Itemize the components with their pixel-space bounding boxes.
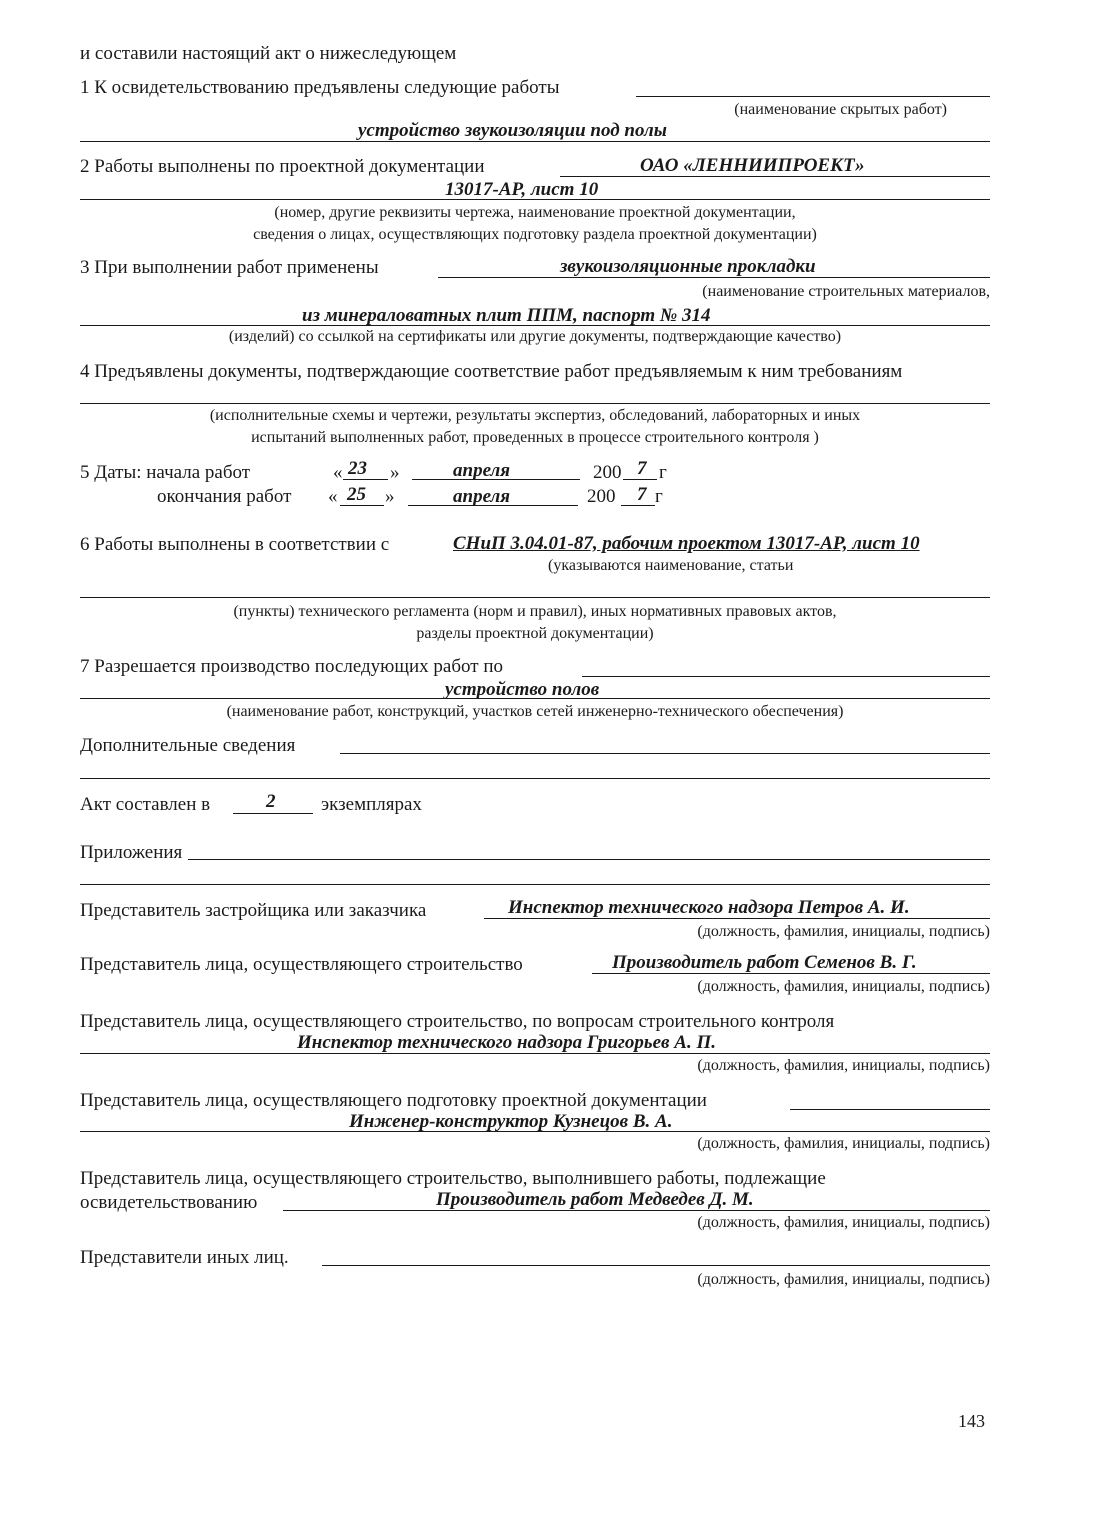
rep5-value: Производитель работ Медведев Д. М. [436, 1189, 754, 1210]
s5-end-year-prefix: 200 [587, 486, 616, 507]
s3-value1: звукоизоляционные прокладки [560, 256, 816, 277]
s5-end-year-line [621, 505, 655, 506]
rep1-caption: (должность, фамилия, инициалы, подпись) [697, 923, 990, 940]
s1-fill-line [636, 96, 990, 97]
s2-value1: ОАО «ЛЕННИИПРОЕКТ» [640, 155, 865, 176]
rep5-label1: Представитель лица, осуществляющего строительство, выполнившего работы, подлежащие [80, 1168, 826, 1189]
s1-label: 1 К освидетельствованию предъявлены следующие работы [80, 77, 560, 98]
additional-line2 [80, 778, 990, 779]
s7-line1 [582, 676, 990, 677]
s3-label: 3 При выполнении работ применены [80, 257, 379, 278]
s5-start-quote-close: » [390, 462, 400, 483]
s2-caption2: сведения о лицах, осуществляющих подготовку раздела проектной документации) [253, 226, 817, 243]
s5-end-year-digit: 7 [637, 484, 647, 505]
s5-end-label: окончания работ [157, 486, 292, 507]
copies-label-before: Акт составлен в [80, 794, 211, 815]
attachments-line1 [188, 859, 990, 860]
rep1-line [484, 918, 990, 919]
additional-line1 [340, 753, 990, 754]
rep3-value: Инспектор технического надзора Григорьев А. П. [297, 1032, 716, 1053]
s5-end-quote-open: « [328, 486, 338, 507]
rep2-label: Представитель лица, осуществляющего строительство [80, 954, 523, 975]
s3-caption2: (изделий) со ссылкой на сертификаты или другие документы, подтверждающие качество) [228, 328, 842, 345]
s2-line2 [80, 199, 990, 200]
s5-end-month: апреля [453, 486, 511, 507]
copies-line [233, 813, 313, 814]
s1-value: устройство звукоизоляции под полы [358, 120, 667, 141]
s5-start-day: 23 [348, 458, 367, 479]
s5-start-month-line [412, 479, 580, 480]
rep2-value: Производитель работ Семенов В. Г. [612, 952, 917, 973]
page-number: 143 [958, 1411, 985, 1431]
s3-line2 [80, 325, 990, 326]
s5-end-day-line [340, 505, 384, 506]
s5-start-year-suffix: г [659, 462, 667, 483]
s3-value2: из минераловатных плит ППМ, паспорт № 314 [302, 305, 711, 326]
rep5-caption: (должность, фамилия, инициалы, подпись) [697, 1214, 990, 1231]
rep3-line [80, 1053, 990, 1054]
s3-line1 [438, 277, 990, 278]
s6-caption3: разделы проектной документации) [416, 625, 654, 642]
rep3-label: Представитель лица, осуществляющего строительство, по вопросам строительного контроля [80, 1011, 835, 1032]
s1-caption: (наименование скрытых работ) [734, 101, 947, 118]
rep5-label2: освидетельствованию [80, 1192, 258, 1213]
s7-line2 [80, 698, 990, 699]
s6-caption1: (указываются наименование, статьи [548, 557, 794, 574]
rep4-label: Представитель лица, осуществляющего подготовку проектной документации [80, 1090, 707, 1111]
s2-value2: 13017-АР, лист 10 [445, 179, 599, 200]
rep1-value: Инспектор технического надзора Петров А. И. [508, 897, 910, 918]
attachments-line2 [80, 884, 990, 885]
s6-value: СНиП 3.04.01-87, рабочим проектом 13017-АР, лист 10 [453, 533, 920, 554]
rep2-caption: (должность, фамилия, инициалы, подпись) [697, 978, 990, 995]
s5-end-month-line [408, 505, 578, 506]
s1-value-line [80, 141, 990, 142]
s5-start-year-prefix: 200 [593, 462, 622, 483]
s5-end-quote-close: » [385, 486, 395, 507]
s2-line1 [560, 176, 990, 177]
s4-caption1: (исполнительные схемы и чертежи, результаты экспертиз, обследований, лабораторных и иных [209, 407, 861, 424]
s3-caption1: (наименование строительных материалов, [702, 283, 990, 300]
rep4-caption: (должность, фамилия, инициалы, подпись) [697, 1135, 990, 1152]
s5-end-year-suffix: г [655, 486, 663, 507]
additional-label: Дополнительные сведения [80, 735, 296, 756]
attachments-label: Приложения [80, 842, 183, 863]
s4-label: 4 Предъявлены документы, подтверждающие соответствие работ предъявляемым к ним требованиям [80, 361, 903, 382]
rep6-line [322, 1265, 990, 1266]
s5-start-month: апреля [453, 460, 511, 481]
s2-label: 2 Работы выполнены по проектной документации [80, 156, 485, 177]
s5-start-day-line [343, 479, 388, 480]
rep4-line1 [790, 1109, 990, 1110]
s5-start-year-digit: 7 [637, 458, 647, 479]
s2-caption1: (номер, другие реквизиты чертежа, наименование проектной документации, [274, 204, 796, 221]
s4-caption2: испытаний выполненных работ, проведенных в процессе строительного контроля ) [251, 429, 819, 446]
rep6-caption: (должность, фамилия, инициалы, подпись) [697, 1271, 990, 1288]
s5-start-label: 5 Даты: начала работ [80, 462, 251, 483]
rep4-line2 [80, 1131, 990, 1132]
s5-start-year-line [623, 479, 657, 480]
s5-start-quote-open: « [333, 462, 343, 483]
rep5-line [283, 1210, 990, 1211]
s4-line [80, 403, 990, 404]
s6-caption2: (пункты) технического регламента (норм и правил), иных нормативных правовых актов, [233, 603, 837, 620]
intro-text: и составили настоящий акт о нижеследующем [80, 43, 457, 64]
rep1-label: Представитель застройщика или заказчика [80, 900, 427, 921]
s7-label: 7 Разрешается производство последующих работ по [80, 656, 503, 677]
copies-label-after: экземплярах [321, 794, 422, 815]
s7-caption: (наименование работ, конструкций, участков сетей инженерно-технического обеспечения) [226, 703, 844, 720]
s5-end-day: 25 [347, 484, 366, 505]
s7-value: устройство полов [445, 679, 600, 700]
rep2-line [592, 973, 990, 974]
s6-label: 6 Работы выполнены в соответствии с [80, 534, 390, 555]
rep3-caption: (должность, фамилия, инициалы, подпись) [697, 1057, 990, 1074]
s6-line [80, 597, 990, 598]
copies-value: 2 [266, 791, 276, 812]
rep6-label: Представители иных лиц. [80, 1247, 289, 1268]
rep4-value: Инженер-конструктор Кузнецов В. А. [349, 1111, 673, 1132]
